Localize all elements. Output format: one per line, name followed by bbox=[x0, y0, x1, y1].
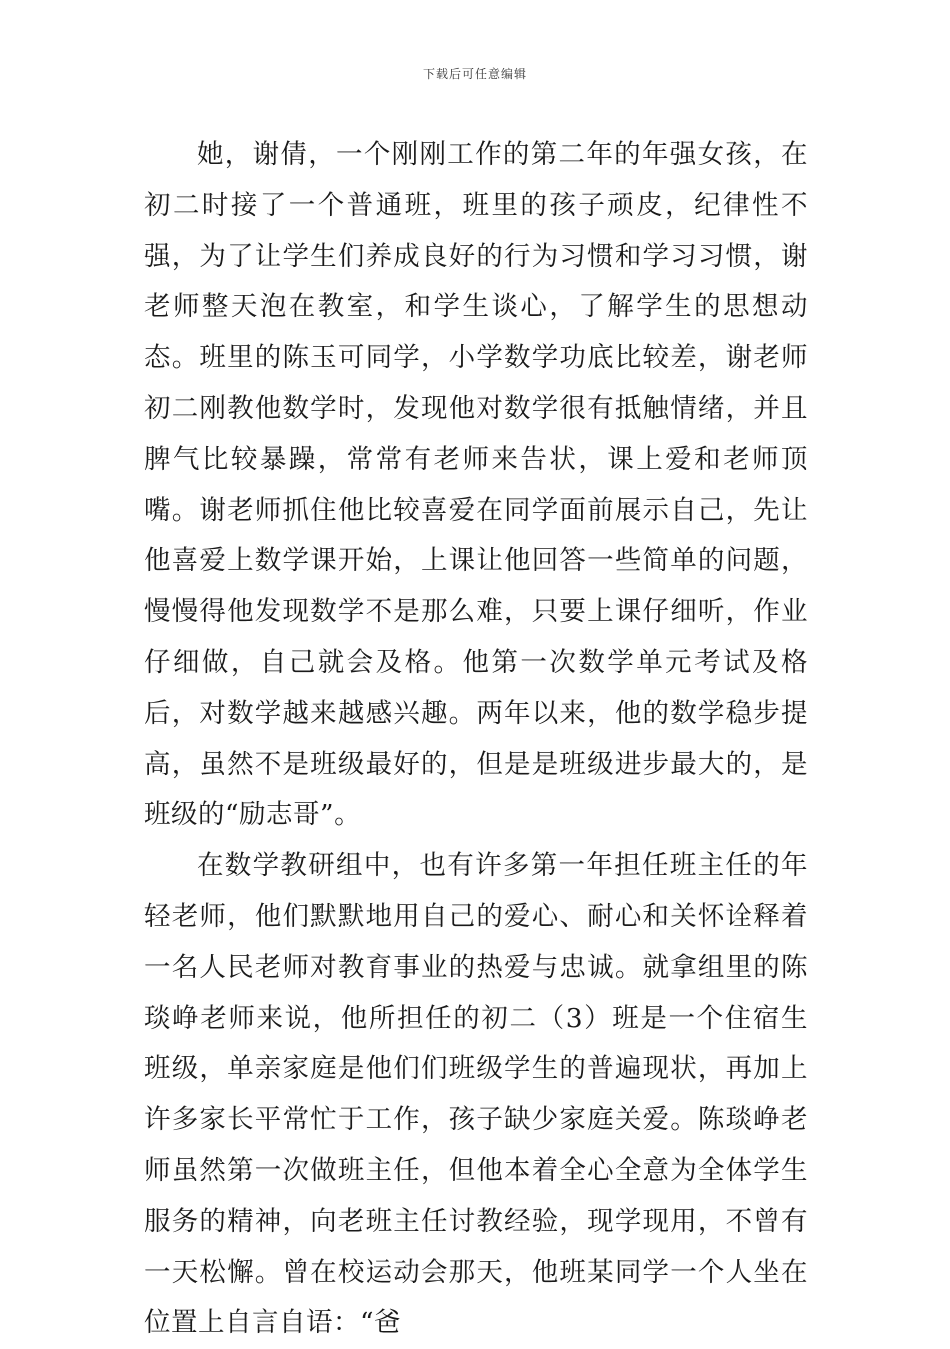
paragraph-1: 她，谢倩，一个刚刚工作的第二年的年强女孩，在初二时接了一个普通班，班里的孩子顽皮，纪律性不强，为了让学生们养成良好的行为习惯和学习习惯，谢老师整天泡在教室，和学生谈心，了解学生的思想动态。班里的陈玉可同学，小学数学功底比较差，谢老师初二刚教他数学时，发现他对数学很有抵触情绪，并且脾气比较暴躁，常常有老师来告状，课上爱和老师顶嘴。谢老师抓住他比较喜爱在同学面前展示自己，先让他喜爱上数学课开始，上课让他回答一些简单的问题，慢慢得他发现数学不是那么难，只要上课仔细听，作业仔细做，自己就会及格。他第一次数学单元考试及格后，对数学越来越感兴趣。两年以来，他的数学稳步提高，虽然不是班级最好的，但是是班级进步最大的，是班级的“励志哥”。 bbox=[144, 139, 808, 831]
page-header: 下载后可任意编辑 bbox=[422, 67, 527, 81]
document-body bbox=[144, 130, 808, 1349]
paragraph-2: 在数学教研组中，也有许多第一年担任班主任的年轻老师，他们默默地用自己的爱心、耐心和关怀诠释着一名人民老师对教育事业的热爱与忠诚。就拿组里的陈琰峥老师来说，他所担任的初二（3）班是一个住宿生班级，单亲家庭是他们们班级学生的普遍现状，再加上许多家长平常忙于工作，孩子缺少家庭关爱。陈琰峥老师虽然第一次做班主任，但他本着全心全意为全体学生服务的精神，向老班主任讨教经验，现学现用，不曾有一天松懈。曾在校运动会那天，他班某同学一个人坐在位置上自言自语：“爸 bbox=[144, 850, 808, 1339]
